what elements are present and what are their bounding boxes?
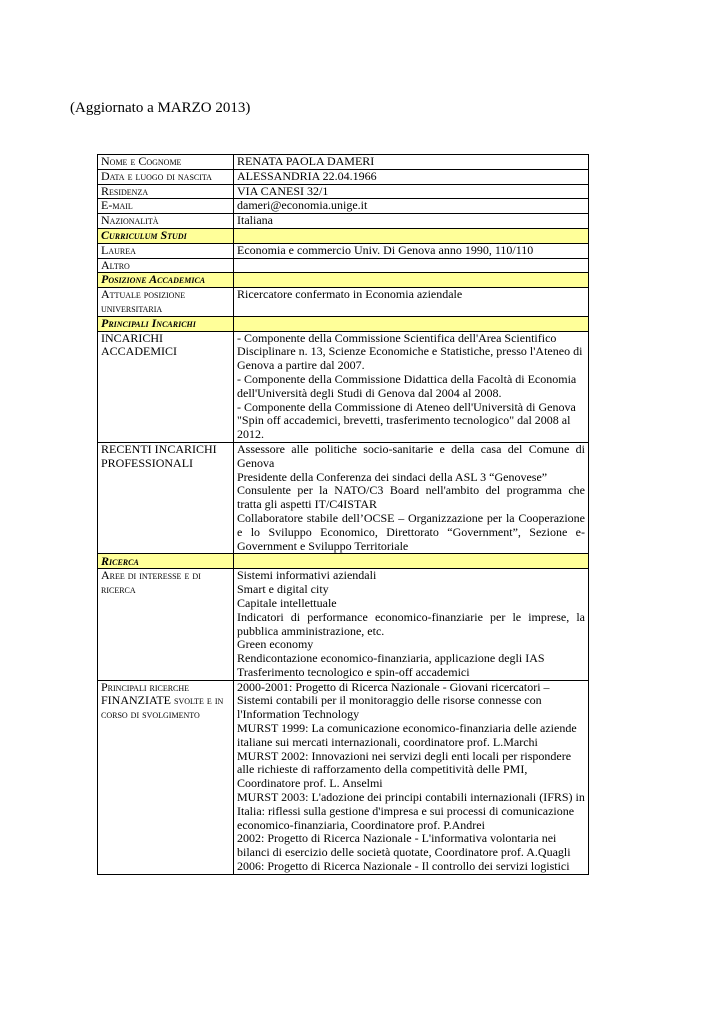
birth-label: Data e luogo di nascita xyxy=(98,169,234,184)
name-label: Nome e Cognome xyxy=(98,155,234,170)
list-item: - Componente della Commissione di Ateneo dell'Università di Genova "Spin off accademici, brevetti, trasferimento tecnologico" dal 2008 al 2012. xyxy=(237,399,576,442)
research-interests-value xyxy=(234,569,589,680)
row-funded-research xyxy=(98,680,589,874)
section-position xyxy=(98,273,589,288)
list-item: - Componente della Commissione Didattica della Facoltà di Economia dell'Università degli Studi di Genova dal 2004 al 2008. xyxy=(237,371,577,400)
list-item: Sistemi informativi aziendali xyxy=(237,568,377,583)
row-academic-assignments xyxy=(98,331,589,442)
row-email xyxy=(98,199,589,214)
funded-label-part-c: svolte e in corso di svolgimento xyxy=(101,693,224,722)
nationality-value: Italiana xyxy=(234,214,589,229)
current-position-label: Attuale posizione universitaria xyxy=(98,288,234,317)
position-title-empty xyxy=(234,273,589,288)
row-professional-assignments xyxy=(98,442,589,553)
list-item: 2000-2001: Progetto di Ricerca Nazionale - Giovani ricercatori – Sistemi contabili per il monitoraggio delle risorse connesse con l'Information Technology xyxy=(237,679,550,722)
list-item: Consulente per la NATO/C3 Board nell'ambito del programma che tratta gli aspetti IT/C4ISTAR xyxy=(237,483,585,512)
professional-assignments-value xyxy=(234,442,589,553)
section-research xyxy=(98,554,589,569)
name-value: RENATA PAOLA DAMERI xyxy=(234,155,589,170)
list-item: MURST 1999: La comunicazione economico-finanziaria delle aziende italiane sui mercati internazionali, coordinatore prof. L.Marchi xyxy=(237,721,577,749)
research-title-empty xyxy=(234,554,589,569)
update-date: (Aggiornato a MARZO 2013) xyxy=(70,100,251,116)
studies-title: Curriculum Studi xyxy=(98,228,234,243)
nationality-label: Nazionalità xyxy=(98,214,234,229)
cv-table xyxy=(97,154,589,875)
list-item: Trasferimento tecnologico e spin-off accademici xyxy=(237,664,470,679)
list-item: - Componente della Commissione Scientifica dell'Area Scientifico Disciplinare n. 13, Scienze Economiche e Statistiche, presso l'Ateneo di Genova a partire dal 2007. xyxy=(237,330,583,373)
residence-value: VIA CANESI 32/1 xyxy=(234,184,589,199)
funded-label-part-b: FINANZIATE xyxy=(101,693,171,708)
professional-assignments-label: RECENTI INCARICHI PROFESSIONALI xyxy=(98,442,234,553)
row-name xyxy=(98,155,589,170)
email-label: E-mail xyxy=(98,199,234,214)
degree-value: Economia e commercio Univ. Di Genova anno 1990, 110/110 xyxy=(234,243,589,258)
research-interests-label: Aree di interesse e di ricerca xyxy=(98,569,234,680)
row-research-interests xyxy=(98,569,589,680)
list-item: Smart e digital city xyxy=(237,582,329,597)
list-item: Indicatori di performance economico-finanziarie per le imprese, la pubblica amministrazione, etc. xyxy=(237,609,585,638)
assignments-title-empty xyxy=(234,316,589,331)
list-item: Collaboratore stabile dell’OCSE – Organizzazione per la Cooperazione e lo Sviluppo Economico, Direttorato “Government”, Sezione e-Government e Sviluppo Territoriale xyxy=(237,510,585,553)
row-current-position xyxy=(98,288,589,317)
email-value: dameri@economia.unige.it xyxy=(234,199,589,214)
research-title: Ricerca xyxy=(98,554,234,569)
list-item: MURST 2002: Innovazioni nei servizi degli enti locali per rispondere alle richieste di rafforzamento della competitività delle PMI, Coordinatore prof. L. Anselmi xyxy=(237,748,572,791)
list-item: Green economy xyxy=(237,637,314,652)
row-birth xyxy=(98,169,589,184)
section-studies xyxy=(98,228,589,243)
section-assignments xyxy=(98,316,589,331)
list-item: Capitale intellettuale xyxy=(237,595,337,610)
row-residence xyxy=(98,184,589,199)
academic-assignments-label: INCARICHI ACCADEMICI xyxy=(98,331,234,442)
degree-label: Laurea xyxy=(98,243,234,258)
other-value xyxy=(234,258,589,273)
birth-value: ALESSANDRIA 22.04.1966 xyxy=(234,169,589,184)
current-position-value: Ricercatore confermato in Economia aziendale xyxy=(234,288,589,317)
row-degree xyxy=(98,243,589,258)
funded-research-value xyxy=(234,680,589,874)
funded-research-label xyxy=(98,680,234,874)
list-item: 2006: Progetto di Ricerca Nazionale - Il controllo dei servizi logistici xyxy=(237,859,570,874)
list-item: 2002: Progetto di Ricerca Nazionale - L'informativa volontaria nei bilanci di esercizio delle società quotate, Coordinatore prof. A.Quagli xyxy=(237,831,571,860)
funded-label-part-a: Principali ricerche xyxy=(101,679,190,694)
list-item: Presidente della Conferenza dei sindaci della ASL 3 “Genovese” xyxy=(237,469,548,484)
list-item: Assessore alle politiche socio-sanitarie e della casa del Comune di Genova xyxy=(237,441,585,470)
other-label: Altro xyxy=(98,258,234,273)
studies-title-empty xyxy=(234,228,589,243)
row-nationality xyxy=(98,214,589,229)
row-other xyxy=(98,258,589,273)
assignments-title: Principali Incarichi xyxy=(98,316,234,331)
list-item: MURST 2003: L'adozione dei principi contabili internazionali (IFRS) in Italia: riflessi sulla gestione d'impresa e sui processi di comunicazione economico-finanziaria, Coordinatore prof. P.Andrei xyxy=(237,790,585,832)
list-item: Rendicontazione economico-finanziaria, applicazione degli IAS xyxy=(237,651,545,666)
residence-label: Residenza xyxy=(98,184,234,199)
position-title: Posizione Accademica xyxy=(98,273,234,288)
academic-assignments-value xyxy=(234,331,589,442)
